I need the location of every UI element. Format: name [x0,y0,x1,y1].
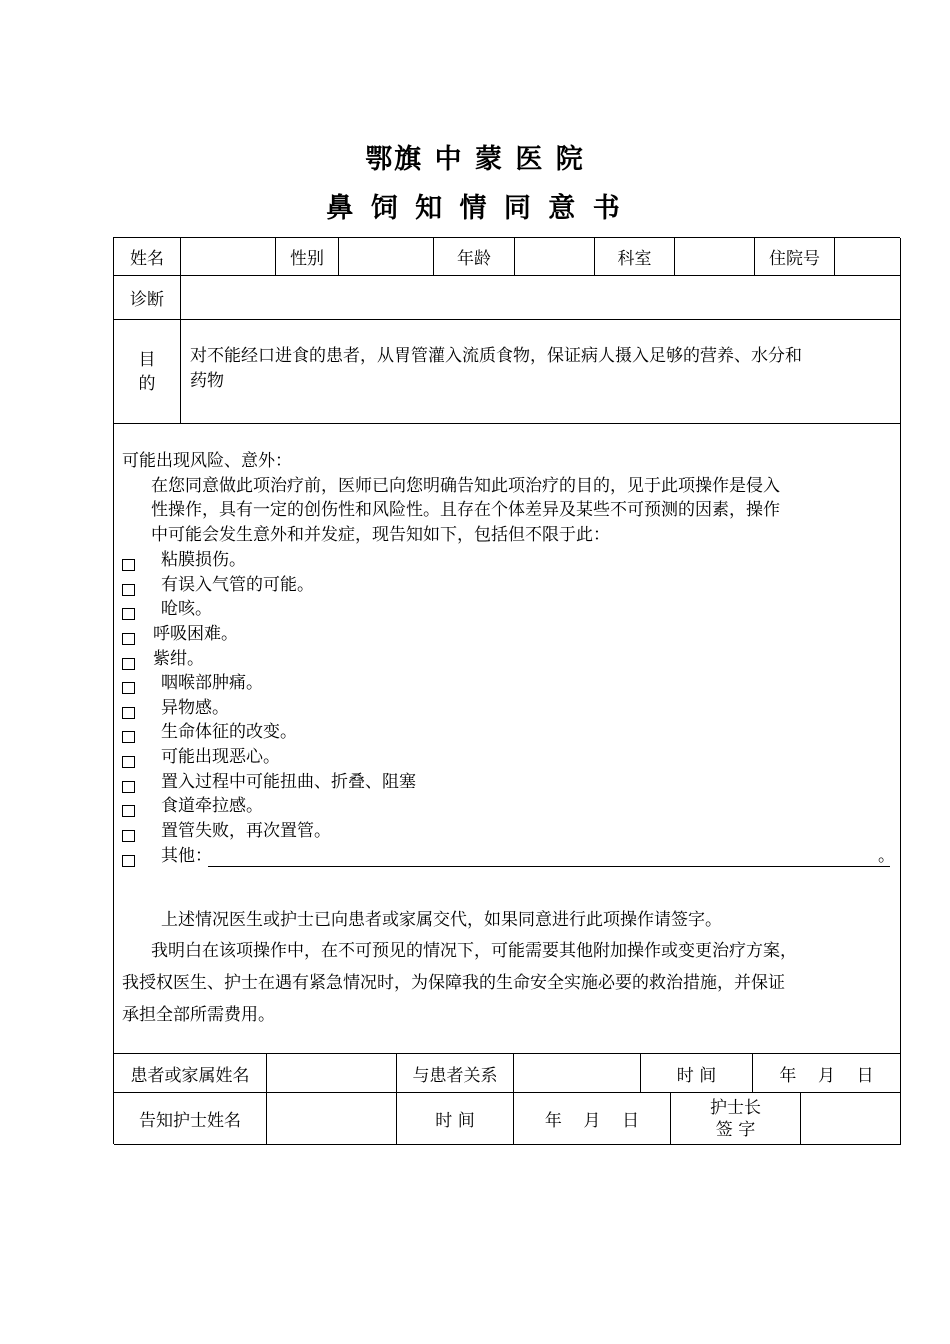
time-label: 时 间 [641,1054,753,1093]
hospital-name: 鄂旗 中 蒙 医 院 [365,144,585,175]
purpose-label-line1: 目 [138,349,156,370]
risk-checkbox-4[interactable] [122,633,135,645]
consent-para2-line1: 我明白在该项操作中，在不可预见的情况下，可能需要其他附加操作或变更治疗方案， [151,941,797,961]
diagnosis-label: 诊断 [114,276,181,320]
risk-item-4: 呼吸困难。 [153,624,238,644]
time-label-2: 时 间 [397,1093,514,1145]
admission-field[interactable] [835,238,901,276]
risk-checkbox-13[interactable] [122,855,135,867]
dept-field[interactable] [675,238,755,276]
purpose-text-line2: 药物 [190,371,224,391]
relation-field[interactable] [514,1054,641,1093]
purpose-label [114,320,181,424]
sex-field[interactable] [339,238,434,276]
risk-item-11: 食道牵拉感。 [161,796,263,816]
risk-checkbox-7[interactable] [122,707,135,719]
nurse-name-label: 告知护士姓名 [114,1093,267,1145]
other-end-mark: 。 [878,846,895,866]
date-field-2[interactable]: 年 月 日 [514,1093,671,1145]
patient-name-field[interactable] [267,1054,397,1093]
head-nurse-label [671,1093,801,1145]
risk-item-2: 有误入气管的可能。 [161,575,314,595]
risk-item-6: 咽喉部肿痛。 [161,673,263,693]
purpose-label-line2: 的 [138,373,156,394]
other-input-line[interactable] [208,866,890,867]
risk-checkbox-5[interactable] [122,658,135,670]
nurse-name-field[interactable] [267,1093,397,1145]
head-nurse-label-line2: 签 字 [715,1119,756,1140]
risk-checkbox-2[interactable] [122,584,135,596]
risk-checkbox-9[interactable] [122,756,135,768]
risk-checkbox-8[interactable] [122,731,135,743]
risks-intro-line2: 性操作，具有一定的创伤性和风险性。且存在个体差异及某些不可预测的因素，操作 [151,500,780,520]
diagnosis-field[interactable] [181,276,901,320]
purpose-text [181,320,901,424]
risk-checkbox-6[interactable] [122,682,135,694]
date-field[interactable]: 年 月 日 [753,1054,901,1093]
name-label: 姓名 [114,238,181,276]
risk-checkbox-11[interactable] [122,805,135,817]
risk-item-other-label: 其他： [161,846,212,866]
risk-checkbox-12[interactable] [122,830,135,842]
risk-item-12: 置管失败，再次置管。 [161,821,331,841]
risk-checkbox-10[interactable] [122,781,135,793]
risk-checkbox-3[interactable] [122,608,135,620]
risks-intro-line1: 在您同意做此项治疗前，医师已向您明确告知此项治疗的目的，见于此项操作是侵入 [151,476,780,496]
risk-item-9: 可能出现恶心。 [161,747,280,767]
patient-name-label: 患者或家属姓名 [114,1054,267,1093]
risk-item-8: 生命体征的改变。 [161,722,297,742]
risk-item-1: 粘膜损伤。 [161,550,246,570]
risk-item-5: 紫绀。 [153,649,204,669]
consent-para2-line3: 承担全部所需费用。 [122,1005,275,1025]
risk-item-10: 置入过程中可能扭曲、折叠、阻塞 [161,772,416,792]
form-title: 鼻 饲 知 情 同 意 书 [326,193,624,224]
consent-para1: 上述情况医生或护士已向患者或家属交代，如果同意进行此项操作请签字。 [161,910,722,930]
name-field[interactable] [181,238,276,276]
risks-intro-line3: 中可能会发生意外和并发症，现告知如下，包括但不限于此： [151,525,610,545]
head-nurse-signature-field[interactable] [801,1093,901,1145]
consent-para2-line2: 我授权医生、护士在遇有紧急情况时，为保障我的生命安全实施必要的救治措施，并保证 [122,973,785,993]
age-field[interactable] [515,238,595,276]
sex-label: 性别 [276,238,339,276]
dept-label: 科室 [595,238,675,276]
purpose-text-line1: 对不能经口进食的患者，从胃管灌入流质食物，保证病人摄入足够的营养、水分和 [190,346,802,366]
admission-label: 住院号 [755,238,835,276]
relation-label: 与患者关系 [397,1054,514,1093]
risk-item-3: 呛咳。 [161,599,212,619]
age-label: 年龄 [434,238,515,276]
risks-heading: 可能出现风险、意外： [122,451,292,471]
risk-checkbox-1[interactable] [122,559,135,571]
risk-item-7: 异物感。 [161,698,229,718]
head-nurse-label-line1: 护士长 [710,1097,761,1118]
